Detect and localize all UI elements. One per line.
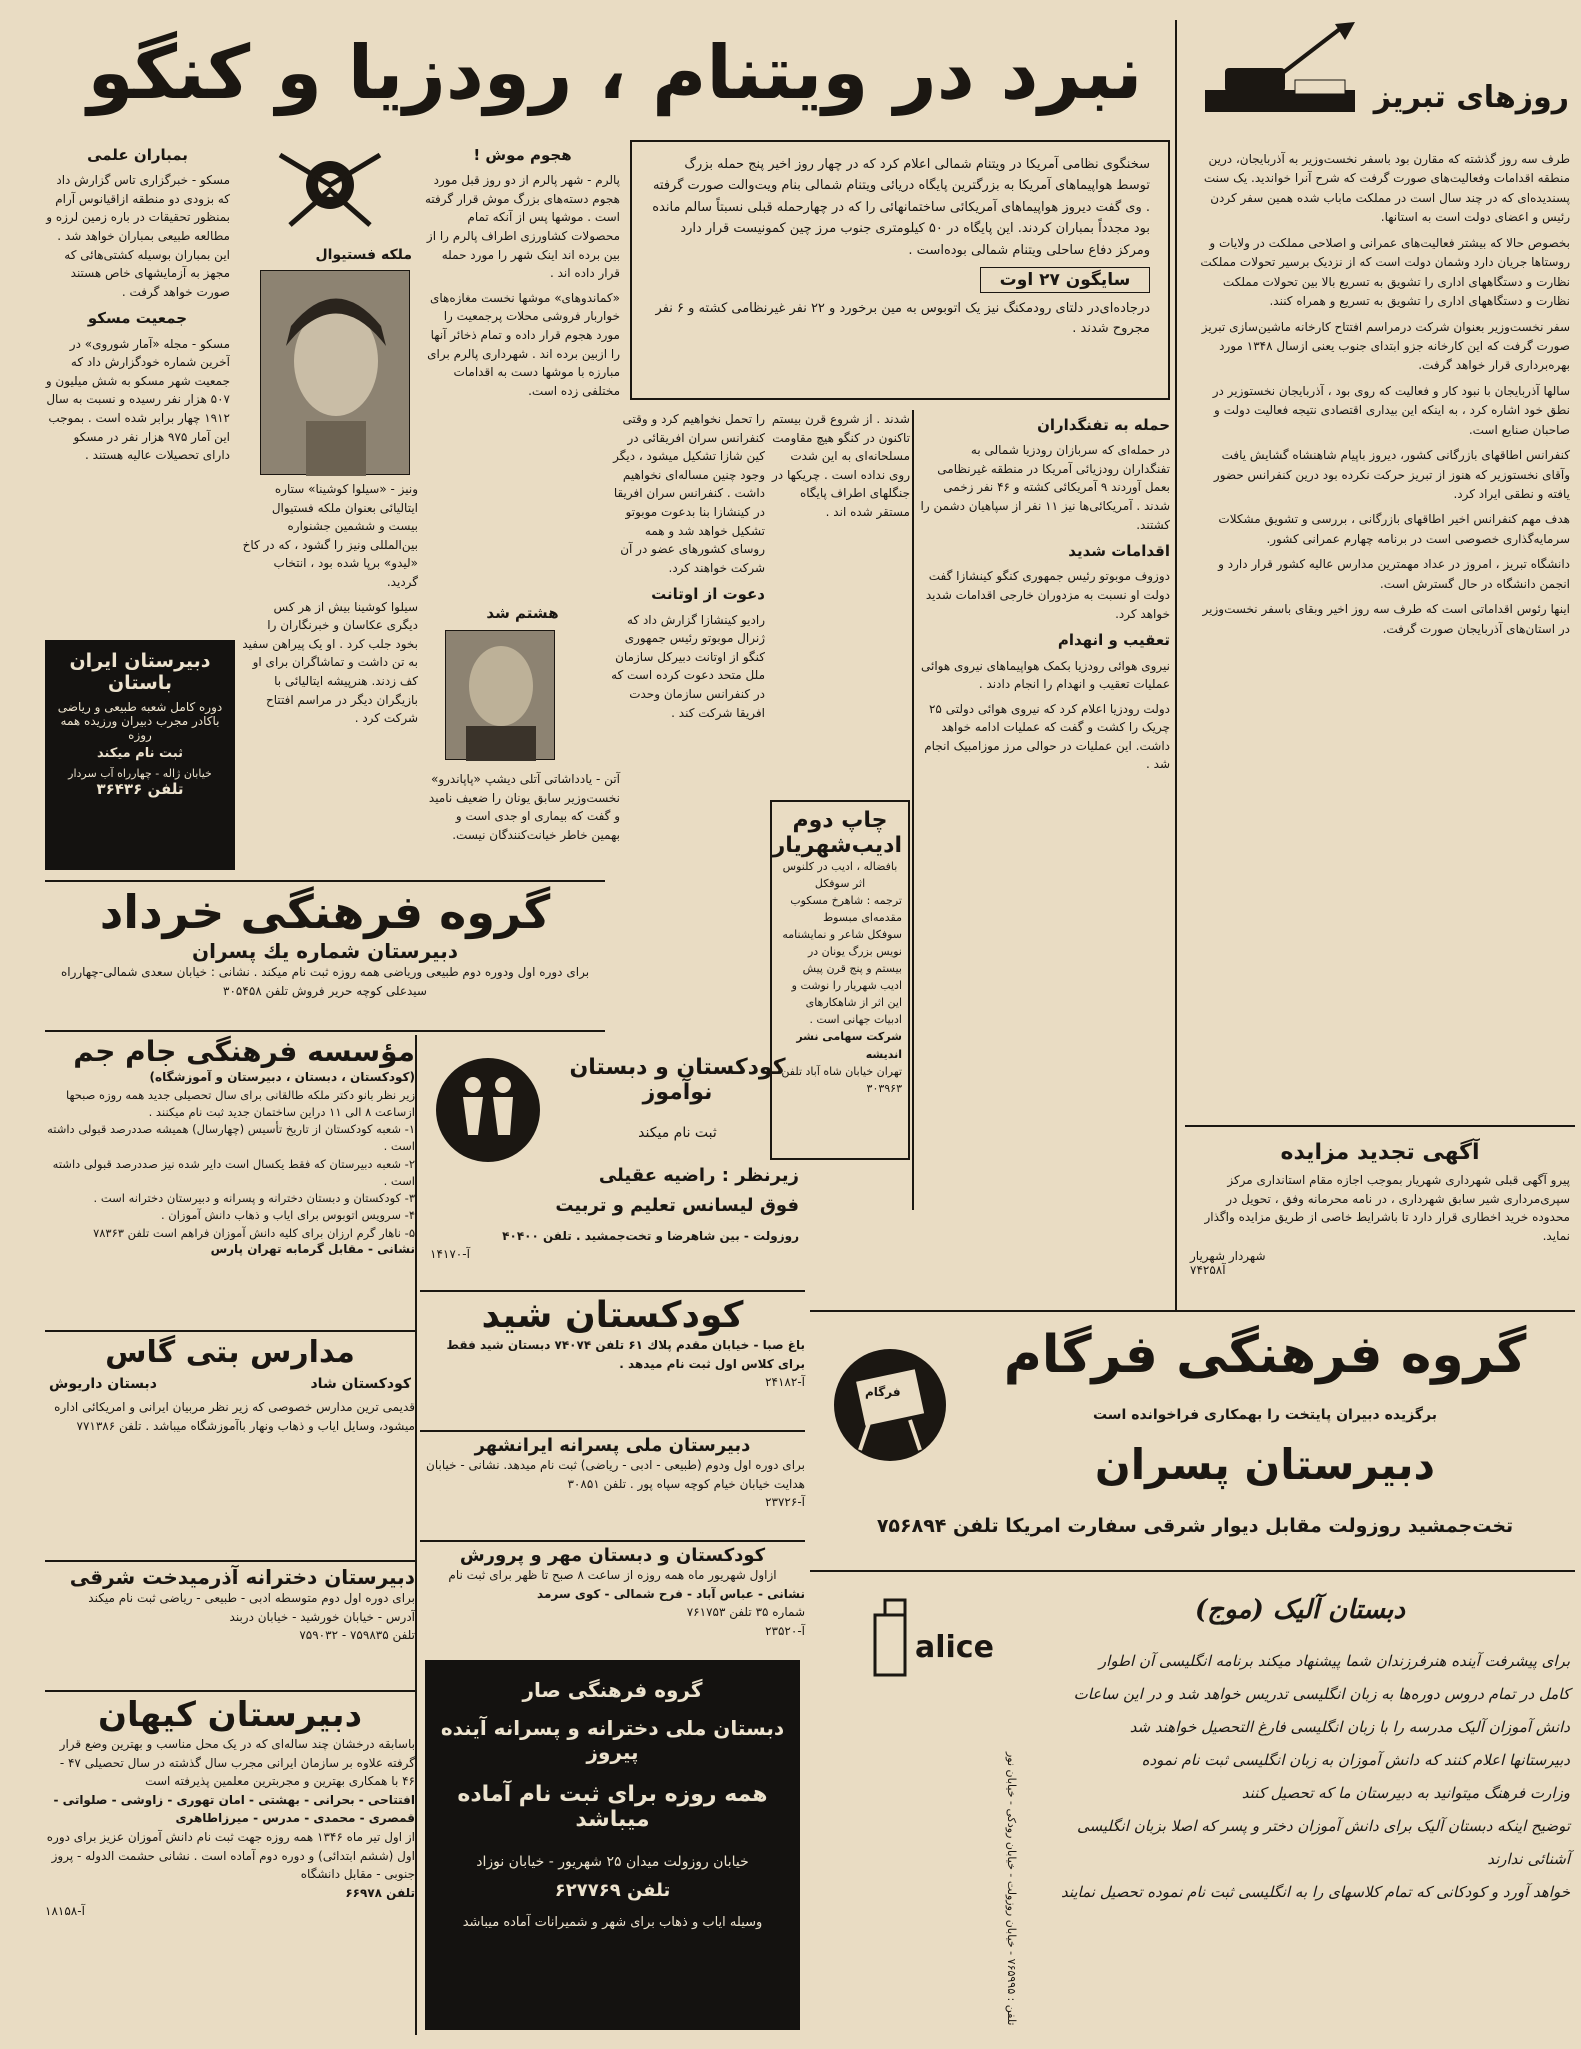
divider [420, 1540, 805, 1542]
tabriz-paragraph: سفر نخست‌وزیر بعنوان شرکت درمراسم افتتاح کارخانه ماشین‌سازی تبریز صورت گرفت که این کارخانه جزو ابتدای جنوب یعنی ازسال ۱۳۴۸ مورد بهره‌برداری قرار خواهد گرفت. [1201, 319, 1570, 373]
book-title: ادیب‌شهریار [772, 833, 902, 858]
nowamuz-reg: ثبت نام میکند [638, 1125, 717, 1141]
auction-title: آگهی تجدید مزایده [1280, 1140, 1480, 1165]
science-title: بمباران علمی [87, 146, 188, 164]
rhodesia-title: حمله به تفنگداران [1037, 416, 1170, 434]
alic-line: وزارت فرهنگ میتوانید به دبیرستان ما که تحصیل کنند [1241, 1784, 1570, 1802]
book-publisher: شرکت سهامی نشر اندیشه [796, 1030, 902, 1061]
festival-emblem [270, 135, 390, 245]
ayandeh-line3: همه روزه برای ثبت نام آماده میباشد [457, 1782, 768, 1832]
keyhan-code: آ-۱۸۱۵۸ [45, 1904, 85, 1919]
tabriz-paragraph: کنفرانس اطاقهای بازرگانی کشور، دیروز باپیام شاهنشاه گشایش یافت وآقای نخستوزیر که هنوز از تبریز حرکت نکرده بود درین کنفرانس حضور یافته و نطقی ایراد کرد. [1213, 448, 1570, 501]
keyhan-teachers: افتتاحی - بحرانی - بهشتی - امان تهوری - زاوشی - صلواتی - قمصری - محمدی - مدرس - میرزاطاهری [53, 1792, 415, 1826]
ad-alic [810, 1575, 1575, 2040]
auction-body: پیرو آگهی قبلی شهرداری شهریار بموجب اجازه مقام استانداری مرکز سپری‌مرداری شیر سابق شهرداری ، در نامه محرمانه وفق ، تحویل در محدوده خرید اخطاری قرار دارد تا باشرایط خاصی از طریق مزایده واگذار نماید. [1204, 1173, 1570, 1243]
alic-sidebar: تلفن : ۷۶۵۹۹۵ - خیابان روزولت - خیابان رودکی - خیابان نور [1005, 1751, 1018, 2025]
keyhan-title: دبیرستان کیهان [97, 1695, 363, 1735]
jamejam-sub: (کودکستان ، دبستان ، دبیرستان و آموزشگاه) [149, 1070, 415, 1084]
alic-line: دانش آموزان آلیک مدرسه را با زبان انگلیسی فارغ التحصیل خواهند شد [1129, 1718, 1570, 1736]
invite-body: رادیو کینشازا گزارش داد که ژنرال موبوتو رئیس جمهوری کنگو از اوتانت دبیرکل سازمان ملل متحد دعوت کرده است که در کنفرانس سازمان وحدت افریقا شرکت کند . [611, 612, 765, 720]
jamejam-line: ۴- سرویس اتوبوس برای ایاب و ذهاب دانش آموزان . [160, 1208, 415, 1223]
science-body: مسکو - خبرگزاری تاس گزارش داد که بزودی دو منطقه ازاقیانوس آرام بمنظور تحقیقات در باره زمین لرزه و مطالعه طبیعی بمباران خواهد شد . این بمباران بوسیله کشتی‌هائی که مجهز به آزمایشهای خاص هستند صورت خواهد گرفت . [46, 173, 230, 299]
keyhan-body2: از اول تیر ماه ۱۳۴۶ همه روزه جهت ثبت نام دانش آموزان عزیز برای دوره اول (ششم ابتدائی) و دوره دوم آماده است . نشانی حشمت الدوله - پروز جنوبی - مقابل دانشگاه [46, 1829, 415, 1882]
fargam-logo-icon [830, 1345, 950, 1465]
fargam-sub: برگزیده دبیران پایتخت را بهمکاری فراخوانده است [1092, 1407, 1438, 1423]
divider [45, 1690, 415, 1692]
jamejam-address: نشانی - مقابل گرمابه تهران پارس [210, 1241, 415, 1256]
jamejam-line: ۵- ناهار گرم ارزان برای کلیه دانش آموزان فراهم است تلفن ۷۸۳۶۳ [93, 1225, 415, 1240]
mehr-code: آ-۲۳۵۲۰ [765, 1623, 805, 1638]
fargam-title: گروه فرهنگی فرگام [1003, 1325, 1527, 1385]
harsh-measures-title: اقدامات شدید [1068, 542, 1170, 561]
alic-line: دبیرستانها اعلام کنند که دانش آموزان به زبان انگلیسی ثبت نام نموده [1141, 1751, 1570, 1769]
rhodesia-body: در حمله‌ای که سربازان رودزیا شمالی به تفنگداران رودزیائی آمریکا در منطقه غیرنظامی بعمل آوردند ۹ آمریکائی کشته و ۴۶ نفر زخمی شدند . آمریکائی‌ها نیز ۱۱ نفر از سپاهیان دشمن را کشتند. [920, 443, 1170, 532]
alic-title: دبستان آلیک (موج) [1195, 1595, 1405, 1625]
ayandeh-line1: گروه فرهنگی صار [522, 1678, 703, 1702]
ad-shid [420, 1295, 805, 1425]
keyhan-phone: تلفن ۶۶۹۷۸ [345, 1885, 415, 1900]
alic-line: توضیح اینکه دبستان آلیک برای دانش آموزان دختر و پسر که اصلا بزبان انگلیسی آشنائی ندارند [1076, 1817, 1570, 1868]
auction-notice [1190, 1140, 1570, 1300]
divider [810, 1570, 1575, 1572]
congo-body: را تحمل نخواهیم کرد و وقتی کنفرانس سران افریقائی در کین شازا تشکیل میشود ، دیگر وجود چنین مساله‌ای نخواهیم داشت . کنفرانس سران افریقا در کینشازا بنا بدعوت موبوتو تشکیل خواهد شد و همه روسای کشورهای عضو در آن شرکت خواهند کرد. [613, 412, 765, 575]
mice-body: پالرم - شهر پالرم از دو روز قبل مورد هجوم دسته‌های بزرگ موش قرار گرفته است . موشها پس از آنکه تمام محصولات کشاورزی اطراف پالرم را از بین برده اند اینک شهر را مورد حمله قرار داده اند . [425, 173, 620, 281]
azarmidokht-title: دبیرستان دخترانه آذرمیدخت شرقی [69, 1565, 415, 1589]
harsh-measures-body: دوزوف موبوتو رئیس جمهوری کنگو کینشازا گفت دولت او نسبت به مزدوران خارجی اقدامات شدید خواهد کرد. [925, 569, 1170, 621]
divider [45, 1560, 415, 1562]
ad-azarmidokht [45, 1565, 415, 1685]
divider [45, 1330, 415, 1332]
fargam-address: تخت‌جمشید روزولت مقابل دیوار شرقی سفارت امریکا تلفن ۷۵۶۸۹۴ [876, 1515, 1514, 1537]
pursuit-body: نیروی هوائی رودزیا بکمک هواپیماهای نیروی هوائی عملیات تعقیب و انهدام را انجام دادند . [921, 658, 1170, 692]
festival-label: ملکه فستیوال [315, 247, 412, 263]
mehr-body: ازاول شهریور ماه همه روزه از ساعت ۸ صبح تا ظهر برای ثبت نام [448, 1568, 777, 1582]
alic-logo-text: alice [915, 1630, 994, 1665]
ad-iran-bastan-address: خیابان ژاله - چهارراه آب سردار [68, 767, 212, 780]
pursuit-title: تعقیب و انهدام [1057, 631, 1170, 650]
rhodesia-body2: دولت رودزیا اعلام کرد که نیروی هوائی دولتی ۲۵ چریک را کشت و گفت که عملیات ادامه خواهد داشت. این عملیات در حوالی مرز موزامبیک انجام شد . [924, 701, 1170, 772]
mice-column [425, 140, 620, 600]
azarmidokht-phone: تلفن ۷۵۹۸۳۵ - ۷۵۹۰۳۲ [299, 1628, 415, 1643]
moscow-title: جمعیت مسکو [87, 309, 188, 328]
book-translator: ترجمه : شاهرخ مسکوب [790, 894, 902, 908]
bettygas-school: دبستان داریوش [49, 1376, 157, 1392]
nowamuz-supervisor: زیرنظر : راضیه عقیلی [598, 1165, 799, 1186]
festival-queen-photo [260, 270, 410, 475]
festival-column [240, 135, 420, 855]
ad-jamejam [45, 1035, 415, 1325]
ad-fargam [810, 1315, 1575, 1565]
ad-iran-bastan-name: دبیرستان ایران باستان [69, 650, 211, 694]
auction-signature: شهردار شهریار [1190, 1249, 1266, 1264]
tabriz-article-body [1190, 150, 1570, 1160]
jamejam-line: زیر نظر بانو دکتر ملکه طالقانی برای سال تحصیلی جدید همه روزه صبحها ازساعت ۸ الی ۱۱ دراین ساختمان جدید ثبت نام میکنند . [65, 1087, 415, 1119]
rhodesia-body3: شدند . از شروع قرن بیستم تاکنون در کنگو هیچ مقاومت مسلحانه‌ای به این شدت روی نداده است . چریکها در جنگلهای اطراف پایگاه مستقر شده اند . [771, 412, 910, 519]
divider [1185, 1125, 1575, 1127]
book-sub1: بافضاله ، ادیب در کلنوس [782, 860, 898, 873]
divider [45, 1030, 605, 1032]
ayandeh-line6: وسیله ایاب و ذهاب برای شهر و شمیرانات آماده میباشد [462, 1915, 763, 1930]
book-sub2: اثر سوفکل [814, 877, 866, 891]
tabriz-column-title: روزهای تبریز [1373, 80, 1569, 115]
tabriz-masthead [1185, 20, 1575, 130]
khordad-body: برای دوره اول ودوره دوم طبیعی وریاضی همه روزه ثبت نام میکند . نشانی : خیابان سعدی شمالی-چهارراه سیدعلی کوچه حریر فروش تلفن ۳۰۵۴۵۸ [60, 965, 590, 998]
keyhan-body: باسابقه درخشان چند ساله‌ای که در یک محل مناسب و بهترین وضع قرار گرفته علاوه بر سازمان ایرانی مجرب سال گذشته در سال تحصیلی ۴۷ - ۴۶ با همکاری بهترین و مجربترین معلمین پذیرفته است [59, 1737, 415, 1789]
alic-body [1030, 1645, 1570, 1909]
obituary-title: هشتم شد [486, 604, 559, 622]
ad-nowamuz [420, 1035, 805, 1285]
main-headline: نبرد در ویتنام ، رودزیا و کنگو [87, 30, 1143, 116]
alic-line: برای پیشرفت آینده هنرفرزندان شما پیشنهاد میکند برنامه انگلیسی آن اطوار [1098, 1652, 1570, 1670]
divider [45, 880, 605, 882]
auction-code: آ۷۴۲۵۸ [1190, 1263, 1226, 1278]
ad-betty-gas [45, 1335, 415, 1555]
nowamuz-code: آ-۱۴۱۷۰ [430, 1247, 470, 1261]
ad-ayandeh-pirooz [425, 1660, 800, 2030]
mehr-phone: شماره ۳۵ تلفن ۷۶۱۷۵۳ [686, 1605, 805, 1620]
mice-body2: «کماندوهای» موشها نخست مغازه‌های خواربار فروشی محلات پرجمعیت را مورد هجوم قرار داده و تمام ذخائر آنها را ازبین برده اند . شهرداری پالرم برای مبارزه با موشها دست به اقدامات مختلفی زده است. [427, 290, 620, 398]
fargam-logo-text: فرگام [865, 1385, 901, 1399]
mehr-title: کودکستان و دبستان مهر و پرورش [459, 1545, 766, 1566]
ad-iranshahr [420, 1435, 805, 1535]
fargam-school: دبیرستان پسران [1094, 1440, 1436, 1489]
book-address: تهران خیابان شاه آباد تلفن [781, 1064, 902, 1078]
children-logo-icon [428, 1055, 548, 1165]
iranshahr-title: دبیرستان ملی پسرانه ایرانشهر [474, 1435, 751, 1456]
ad-iran-bastan-line2: باکادر مجرب دبیران ورزیده همه روزه [60, 714, 220, 742]
invite-title: دعوت از اوتانت [651, 585, 765, 604]
shid-title: کودکستان شید [481, 1295, 744, 1336]
divider [420, 1430, 805, 1432]
mice-title: هجوم موش ! [473, 146, 572, 164]
book-code: ۳۰۳۹۶۳ [866, 1081, 902, 1095]
bettygas-title: مدارس بتی گاس [105, 1335, 355, 1370]
jamejam-line: ۲- شعبه دبیرستان که فقط یکسال است دایر شده نیز صددرصد قبولی داشته است . [52, 1156, 415, 1188]
tabriz-paragraph: دانشگاه تبریز ، امروز در عداد مهمترین مدارس عالیه کشور قرار دارد و انجمن دانشگاه در حال گسترش است. [1218, 557, 1570, 591]
alic-line: کامل در تمام دروس دوره‌ها به زبان انگلیسی تدریس خواهد شد و در این ساعات [1073, 1685, 1570, 1703]
book-preface: مقدمه‌ای مبسوط [822, 911, 902, 925]
jamejam-line: ۱- شعبه کودکستان از تاریخ تأسیس (چهارسال) همیشه صددرصد قبولی داشته است . [47, 1122, 415, 1154]
shid-body: باغ صبا - خیابان مقدم پلاك ۶۱ تلفن ۷۴۰۷۴ دبستان شید فقط برای کلاس اول ثبت نام میدهد . [446, 1338, 805, 1371]
moscow-body: مسکو - مجله «آمار شوروی» در آخرین شماره خودگزارش داد که جمعیت شهر مسکو به شش میلیون و ۵۰۷ هزار نفر رسیده و نسبت به سال ۱۹۱۲ چهار برابر شده است . بموجب این آمار ۹۷۵ هزار نفر در مسکو دارای تحصیلات عالیه هستند . [45, 336, 230, 463]
tabriz-paragraph: اینها رئوس اقداماتی است که طرف سه روز اخیر وبقای باسفر نخست‌وزیر در استان‌های آذربایجان صورت گرفت. [1202, 602, 1570, 636]
bettygas-body: قدیمی ترین مدارس خصوصی که زیر نظر مربیان ایرانی و امریکائی اداره میشود، وسایل ایاب و ذهاب ونهار باآموزشگاه میباشد . تلفن ۷۷۱۳۸۶ [54, 1400, 415, 1433]
tabriz-paragraph: بخصوص حالا که بیشتر فعالیت‌های عمرانی و اصلاحی مملکت در ولایات و روستاها جریان دارد وشمان دولت است که از نزدیک برسیر تحولات مملکت نظارت و دستگاههای اداری را تشویق به تسریع بالا بین تحولات مملکت نظارت و دستگاههای اداری را تشویق به تسریع و همراه کنند. [1200, 235, 1570, 309]
tabriz-paragraph: طرف سه روز گذشته که مقارن بود باسفر نخست‌وزیر به آذربایجان، درین منطقه اقدامات وفعالیت‌های صورت گرفت که شرح آنرا خواندید. یک سنت پسندیده‌ای که در چند سال است در مملکت ماباب شده همین سفر کردن رئیس و اعضای دولت است به استانها. [1203, 152, 1570, 225]
tabriz-paragraph: سالها آذربایجان با نبود کار و فعالیت که روی بود ، آذربایجان نخستوزیر در نطق خود اشاره کرد ، به اینکه این بیداری اقتصادی نتیجه فعالیت دولت و صاحبان صنایع است. [1212, 383, 1570, 437]
ad-keyhan [45, 1695, 415, 2040]
nowamuz-degree: فوق لیسانس تعلیم و تربیت [555, 1195, 799, 1216]
saigon-body: درجاده‌ای‌در دلتای رودمکنگ نیز یک اتوبوس به مین برخورد و ۲۲ نفر غیرنظامی کشته و ۶ نفر مجروح شدند . [655, 301, 1150, 337]
book-edition: چاپ دوم [792, 808, 888, 833]
ad-mehr [420, 1545, 805, 1655]
science-column [45, 140, 230, 630]
ad-iran-bastan-phone: تلفن ۳۶۴۳۶ [96, 780, 184, 798]
festival-caption-text: ونیز - «سیلوا کوشینا» ستاره ایتالیائی بعنوان ملکه فستیوال بیست و ششمین جشنواره بین‌المللی ونیز را گشود ، که در کاخ «لیدو» برپا شده بود ، انتخاب گردید. [242, 482, 418, 589]
vietnam-body: سخنگوی نظامی آمریکا در ویتنام شمالی اعلام کرد که در چهار روز اخیر پنج حمله بزرگ توسط هواپیماهای آمریکا به بزرگترین پایگاه دریائی ویتنام شمالی بنام ویت‌والت صورت گرفته . وی گفت دیروز هواپیماهای آمریکائی ساختمانهائی را که در چهارحمله قبلی نسبتاً سالم مانده بود مجدداً بمباران کردند. این پایگاه در ۵۰ کیلومتری جنوب مرز چین کمونیست قرار دارد ومرکز دفاع ساحلی ویتنام شمالی بوده‌است . [652, 157, 1150, 258]
book-body: سوفکل شاعر و نمایشنامه نویس بزرگ یونان در بیستم و پنج قرن پیش ادیب شهریار را نوشت و این اثر از شاهکارهای ادبیات جهانی است . [782, 928, 902, 1027]
nowamuz-address: روزولت - بین شاهرضا و تخت‌جمشید . تلفن ۴۰۴۰۰ [502, 1229, 799, 1243]
jamejam-line: ۳- کودکستان و دبستان دخترانه و پسرانه و دبیرستان دخترانه است . [93, 1191, 415, 1206]
divider [810, 1310, 1575, 1312]
obituary-block [425, 600, 620, 860]
ad-khordad [45, 885, 605, 1025]
khordad-title: گروه فرهنگی خرداد [99, 885, 551, 939]
ayandeh-line2: دبستان ملی دخترانه و پسرانه آینده پیروز [440, 1716, 785, 1764]
iranshahr-body: برای دوره اول ودوم (طبیعی - ادبی - ریاضی) ثبت نام میدهد. نشانی - خیابان هدایت خیابان خیام کوچه سپاه پور . تلفن ۳۰۸۵۱ [426, 1458, 805, 1491]
column-rule [1175, 20, 1177, 1310]
ad-iran-bastan [45, 640, 235, 870]
azarmidokht-address: آدرس - خیابان خورشید - خیابان دربند [229, 1609, 415, 1624]
ad-iran-bastan-line3: ثبت نام میکند [96, 746, 184, 761]
ayandeh-phone: تلفن ۶۲۷۷۶۹ [554, 1880, 671, 1901]
shid-code: آ-۲۴۱۸۲ [765, 1375, 805, 1390]
bettygas-kindergarten: کودکستان شاد [310, 1376, 411, 1392]
rhodesia-column [920, 410, 1170, 1110]
festival-caption [242, 480, 418, 734]
ad-iran-bastan-line1: دوره کامل شعبه طبیعی و ریاضی [57, 700, 223, 714]
tabriz-paragraph: هدف مهم کنفرانس اخیر اطاقهای بازرگانی ، بررسی و تشویق مشکلات سرمایه‌گذاری خصوصی است در برنامه چهارم عمرانی کشور. [1218, 512, 1570, 546]
congo-column-a [770, 410, 910, 800]
ayandeh-line4: خیابان روزولت میدان ۲۵ شهریور - خیابان نوزاد [476, 1854, 749, 1870]
jamejam-body [45, 1087, 415, 1242]
azarmidokht-body: برای دوره اول دوم متوسطه ادبی - طبیعی - ریاضی ثبت نام میکند [88, 1591, 415, 1605]
festival-body: سیلوا کوشینا بیش از هر کس دیگری عکاسان و خبرنگاران را بخود جلب کرد . او یک پیراهن سفید به تن داشت و تماشاگران برای او کف زدند. هنرپیشه ایتالیائی با بازیگران دیگر در مراسم افتتاح شرکت کرد . [242, 599, 418, 726]
divider [420, 1290, 805, 1292]
mehr-address: نشانی - عباس آباد - فرح شمالی - کوی سرمد [537, 1586, 805, 1601]
quill-inkpot-illustration [1185, 20, 1385, 130]
iranshahr-code: آ-۲۳۷۲۶ [765, 1495, 805, 1510]
obituary-caption: آتن - یادداشاتی آتلی دیشپ «پاپاندرو» نخست‌وزیر سابق یونان را ضعیف نامید و گفت که بیماری او جدی است و بهمین خاطر خیانت‌کنندگان نیست. [428, 772, 620, 842]
jamejam-title: مؤسسه فرهنگی جام جم [73, 1035, 415, 1068]
column-rule [912, 410, 914, 1210]
column-rule [415, 1035, 417, 2035]
saigon-dateline: سایگون ۲۷ اوت [980, 267, 1150, 293]
alic-line: خواهد آورد و کودکانی که تمام کلاسهای را به انگلیسی ثبت نام نموده تحصیل نمایند [1060, 1883, 1570, 1901]
vietnam-news-box [630, 140, 1170, 400]
nowamuz-title: کودکستان و دبستان نوآموز [569, 1055, 786, 1105]
obituary-photo [445, 630, 555, 760]
khordad-sub: دبیرستان شماره یك پسران [192, 939, 458, 963]
